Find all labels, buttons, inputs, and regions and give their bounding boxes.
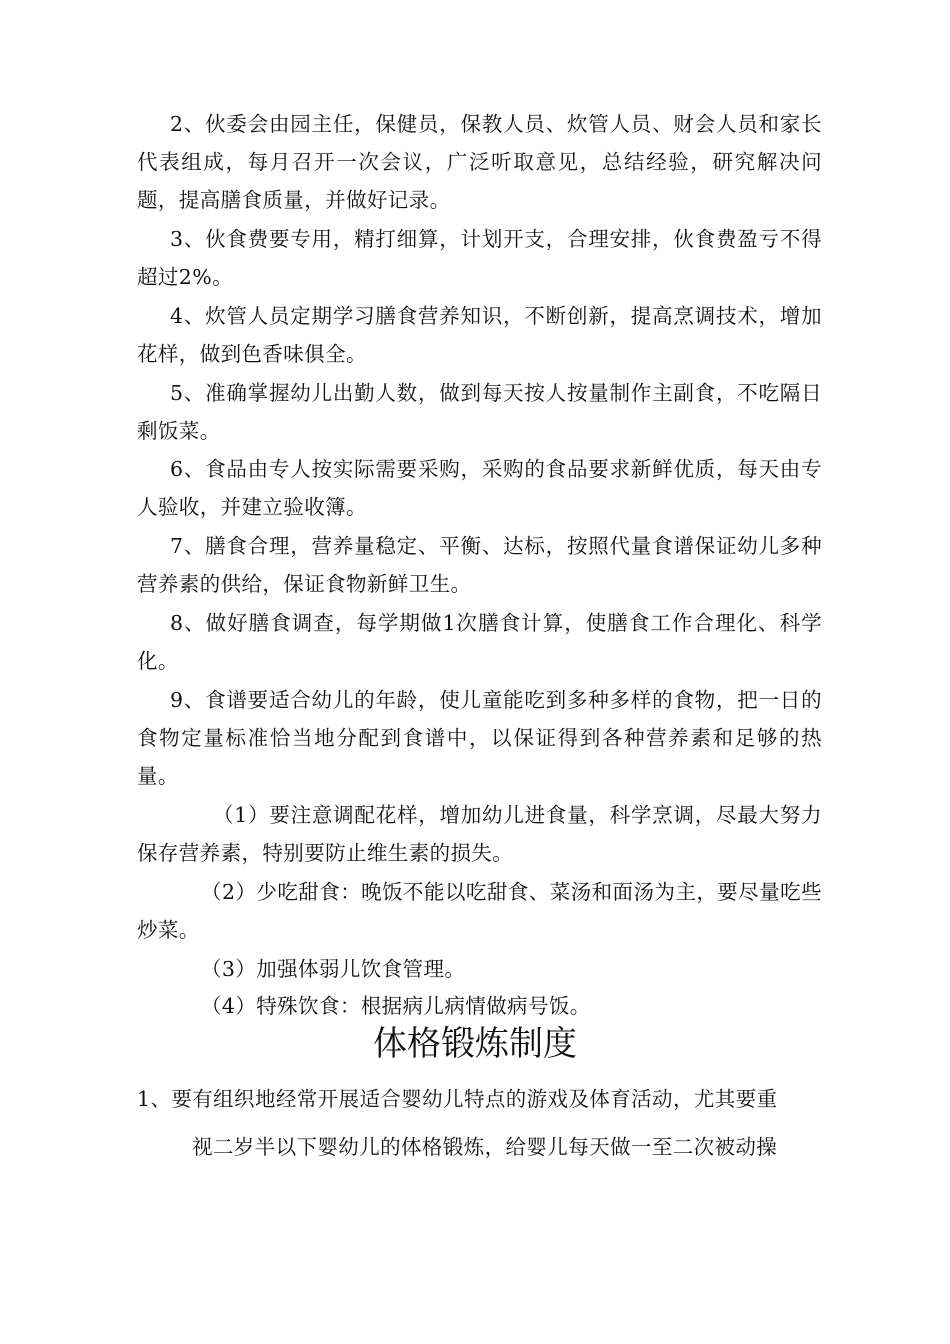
subitem-2: （2）少吃甜食：晚饭不能以吃甜食、菜汤和面汤为主，要尽量吃些炒菜。: [137, 880, 822, 942]
subitem-3: （3）加强体弱儿饮食管理。: [201, 957, 466, 981]
paragraph-item-4: 4、炊管人员定期学习膳食营养知识，不断创新，提高烹调技术，增加花样，做到色香味俱全。: [137, 304, 822, 366]
paragraph-item-8: 8、做好膳食调查，每学期做1次膳食计算，使膳食工作合理化、科学化。: [137, 611, 822, 673]
section-line-1: 1、要有组织地经常开展适合婴幼儿特点的游戏及体育活动，尤其要重: [137, 1087, 778, 1111]
paragraph-item-3: 3、伙食费要专用，精打细算，计划开支，合理安排，伙食费盈亏不得超过2%。: [137, 227, 822, 289]
section-line-2: 视二岁半以下婴幼儿的体格锻炼，给婴儿每天做一至二次被动操: [192, 1135, 778, 1159]
section-title: 体格锻炼制度: [373, 1024, 577, 1064]
paragraph-item-9: 9、食谱要适合幼儿的年龄，使儿童能吃到多种多样的食物，把一日的食物定量标准恰当地分配到食谱中，以保证得到各种营养素和足够的热量。: [137, 688, 822, 788]
paragraph-item-2: 2、伙委会由园主任，保健员，保教人员、炊管人员、财会人员和家长代表组成，每月召开一次会议，广泛听取意见，总结经验，研究解决问题，提高膳食质量，并做好记录。: [137, 112, 822, 212]
subitem-4: （4）特殊饮食：根据病儿病情做病号饭。: [201, 994, 591, 1018]
paragraph-item-6: 6、食品由专人按实际需要采购，采购的食品要求新鲜优质，每天由专人验收，并建立验收簿。: [137, 457, 822, 519]
paragraph-item-7: 7、膳食合理，营养量稳定、平衡、达标，按照代量食谱保证幼儿多种营养素的供给，保证食物新鲜卫生。: [137, 534, 822, 596]
paragraph-item-5: 5、准确掌握幼儿出勤人数，做到每天按人按量制作主副食，不吃隔日剩饭菜。: [137, 381, 822, 443]
subitem-1: （1）要注意调配花样，增加幼儿进食量，科学烹调，尽最大努力保存营养素，特别要防止维生素的损失。: [137, 803, 822, 865]
